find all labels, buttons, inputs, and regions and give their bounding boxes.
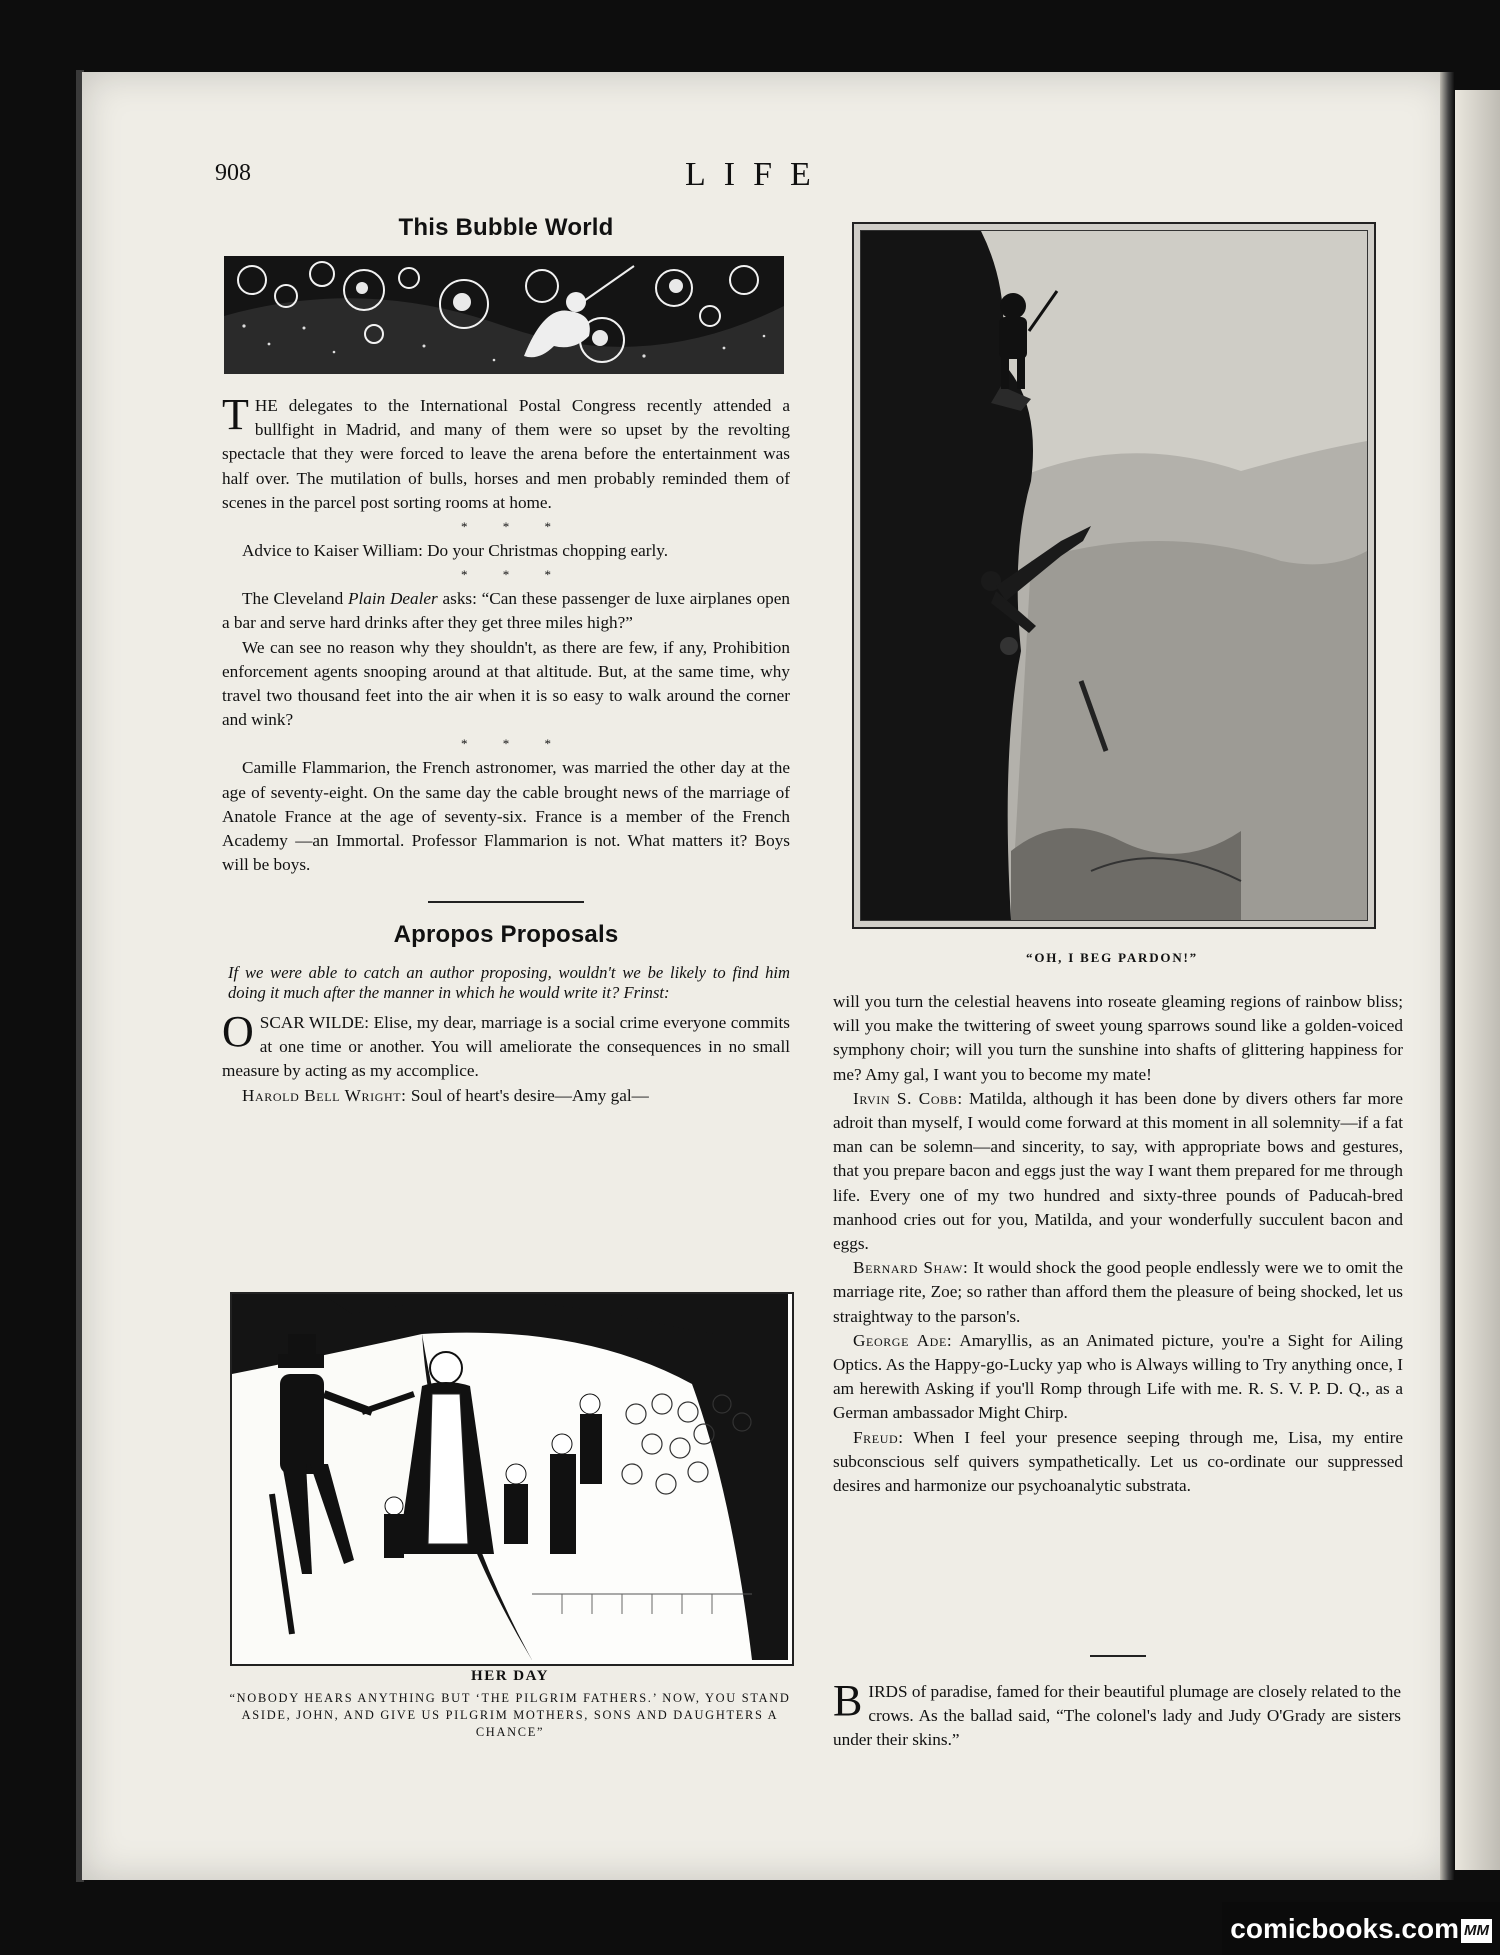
facing-page-edge [1455, 90, 1500, 1870]
left-column [222, 210, 790, 1108]
pilgrim-caption-title: HER DAY [471, 1668, 549, 1684]
author-name: Freud: [853, 1427, 904, 1447]
cliff-illustration [852, 222, 1376, 929]
section-divider [1090, 1655, 1146, 1657]
bubble-banner-art [224, 256, 784, 374]
paragraph-text: When I feel your presence seeping through me, Lisa, my entire subconscious self quivers sympathetically. Let us co-ordinate our suppressed desires and harmonize our psychoanalytic substrata. [833, 1427, 1403, 1496]
page-number: 908 [215, 160, 251, 186]
paragraph-text: Matilda, although it has been done by divers others far more adroit than myself, I would come forward at this moment in all solemnity—if a fat man can be solemn—and sincerity, to say, with appropriate bows and gestures, that you prepare bacon and eggs just the way I want them prepared for me through life. Every one of my two hundred and sixty-three pounds of Paducah-bred manhood cries out for you, Matilda, and your wonderfully succulent bacon and eggs. [833, 1088, 1403, 1254]
cliff-illustration-art [861, 231, 1367, 920]
section-title-bubble-world: This Bubble World [398, 214, 614, 241]
page-spine [1440, 72, 1454, 1880]
paragraph-postal-congress [222, 390, 790, 515]
paragraph-text: asks: “Can these passenger de luxe airplanes open a bar and serve hard drinks after they get three miles high?” [222, 589, 790, 633]
paragraph-harold-bell-wright [222, 1084, 790, 1108]
paragraph-flammarion: Camille Flammarion, the French astronomer, was married the other day at the age of seventy-eight. On the same day the cable brought news of the marriage of Anatole France at the age of seventy-six. France is a member of the French Academy —an Immortal. Professor Flammarion is not. What matters it? Boys will be boys. [222, 758, 790, 875]
paragraph-text: HE delegates to the International Postal Congress recently attended a bullfight in Madrid, and many of them were so upset by the revolting spectacle that they were forced to leave the arena before the entertainment was half over. The mutilation of bulls, horses and men probably reminded them of scenes in the parcel post sorting rooms at home. [222, 396, 790, 512]
author-name: Bernard Shaw: [853, 1258, 969, 1278]
paragraph-oscar-wilde [222, 1007, 790, 1084]
drop-cap: O [222, 1007, 254, 1057]
paragraph-text: Soul of heart's desire—Amy gal— [406, 1085, 649, 1105]
watermark-tag: MM [1461, 1919, 1492, 1943]
apropos-intro: If we were able to catch an author proposing, wouldn't we be likely to find him doing it much after the manner in which he would write it? Frinst: [228, 963, 790, 1003]
birds-of-paradise-item [833, 1676, 1401, 1753]
section-title-apropos-proposals: Apropos Proposals [393, 921, 619, 949]
bubble-banner-illustration [224, 256, 784, 374]
section-separator-stars: * * * [461, 567, 567, 583]
section-separator-stars: * * * [461, 736, 567, 752]
pilgrim-illustration [230, 1292, 794, 1666]
site-watermark [1222, 1902, 1500, 1955]
paragraph-george-ade [833, 1329, 1403, 1426]
paragraph-text: It would shock the good people endlessly were we to omit the marriage rite, Zoe; so rather than afford them the pleasure of being shocked, let us straightway to the parson's. [833, 1258, 1403, 1326]
paragraph-freud [833, 1426, 1403, 1499]
section-separator-stars: * * * [461, 519, 567, 535]
paragraph-prohibition: We can see no reason why they shouldn't, as there are few, if any, Prohibition enforcement agents snooping around at that altitude. But, at the same time, why travel two thousand feet into the air when it is so easy to walk around the corner and wink? [222, 637, 790, 730]
paragraph-plain-dealer [222, 587, 790, 635]
watermark-site-name: comicbooks.com [1230, 1913, 1459, 1944]
paragraph-kaiser: Advice to Kaiser William: Do your Christmas chopping early. [242, 541, 669, 561]
paragraph-bernard-shaw [833, 1256, 1403, 1329]
magazine-title: LIFE [685, 156, 829, 193]
paragraph-birds-of-paradise [833, 1676, 1401, 1753]
author-name: George Ade: [853, 1330, 953, 1350]
paragraph-irvin-cobb [833, 1087, 1403, 1256]
pilgrim-caption: “NOBODY HEARS ANYTHING BUT ‘THE PILGRIM FATHERS.’ NOW, YOU STAND ASIDE, JOHN, AND GIVE US PILGRIM MOTHERS, SONS AND DAUGHTERS A CHANCE” [229, 1691, 791, 1739]
paragraph-text: Amaryllis, as an Animated picture, you're a Sight for Ailing Optics. As the Happy-go-Lucky yap who is Always willing to Try anything once, I am herewith Asking if you'll Romp through Life with me. R. S. V. P. D. Q., as a German ambassador Might Chirp. [833, 1330, 1403, 1423]
section-divider [428, 901, 584, 903]
pilgrim-illustration-art [232, 1294, 788, 1660]
paragraph-text: SCAR WILDE: Elise, my dear, marriage is a social crime everyone commits at one time or another. You will ameliorate the consequences in no small measure by acting as my accomplice. [222, 1013, 790, 1081]
author-name: Irvin S. Cobb: [853, 1088, 963, 1108]
newspaper-name: Plain Dealer [347, 589, 438, 609]
author-name: Harold Bell Wright: [242, 1085, 407, 1105]
cliff-caption: “OH, I BEG PARDON!” [1026, 950, 1198, 965]
page-header [215, 156, 1395, 200]
cliff-illustration-frame [860, 230, 1368, 921]
drop-cap: B [833, 1676, 863, 1725]
paragraph-text: The Cleveland [242, 589, 348, 609]
right-column [833, 990, 1403, 1498]
paragraph-text: IRDS of paradise, famed for their beautiful plumage are closely related to the crows. As the ballad said, “The colonel's lady and Judy O'Grady are sisters under their skins.” [833, 1682, 1401, 1750]
paragraph-wright-continued: will you turn the celestial heavens into roseate gleaming regions of rainbow bliss; will you make the twittering of sweet young sparrows sound like a golden-voiced symphony choir; will you turn the sunshine into shafts of glittering happiness for me? Amy gal, I want you to become my mate! [833, 992, 1403, 1084]
drop-cap: T [222, 390, 249, 439]
